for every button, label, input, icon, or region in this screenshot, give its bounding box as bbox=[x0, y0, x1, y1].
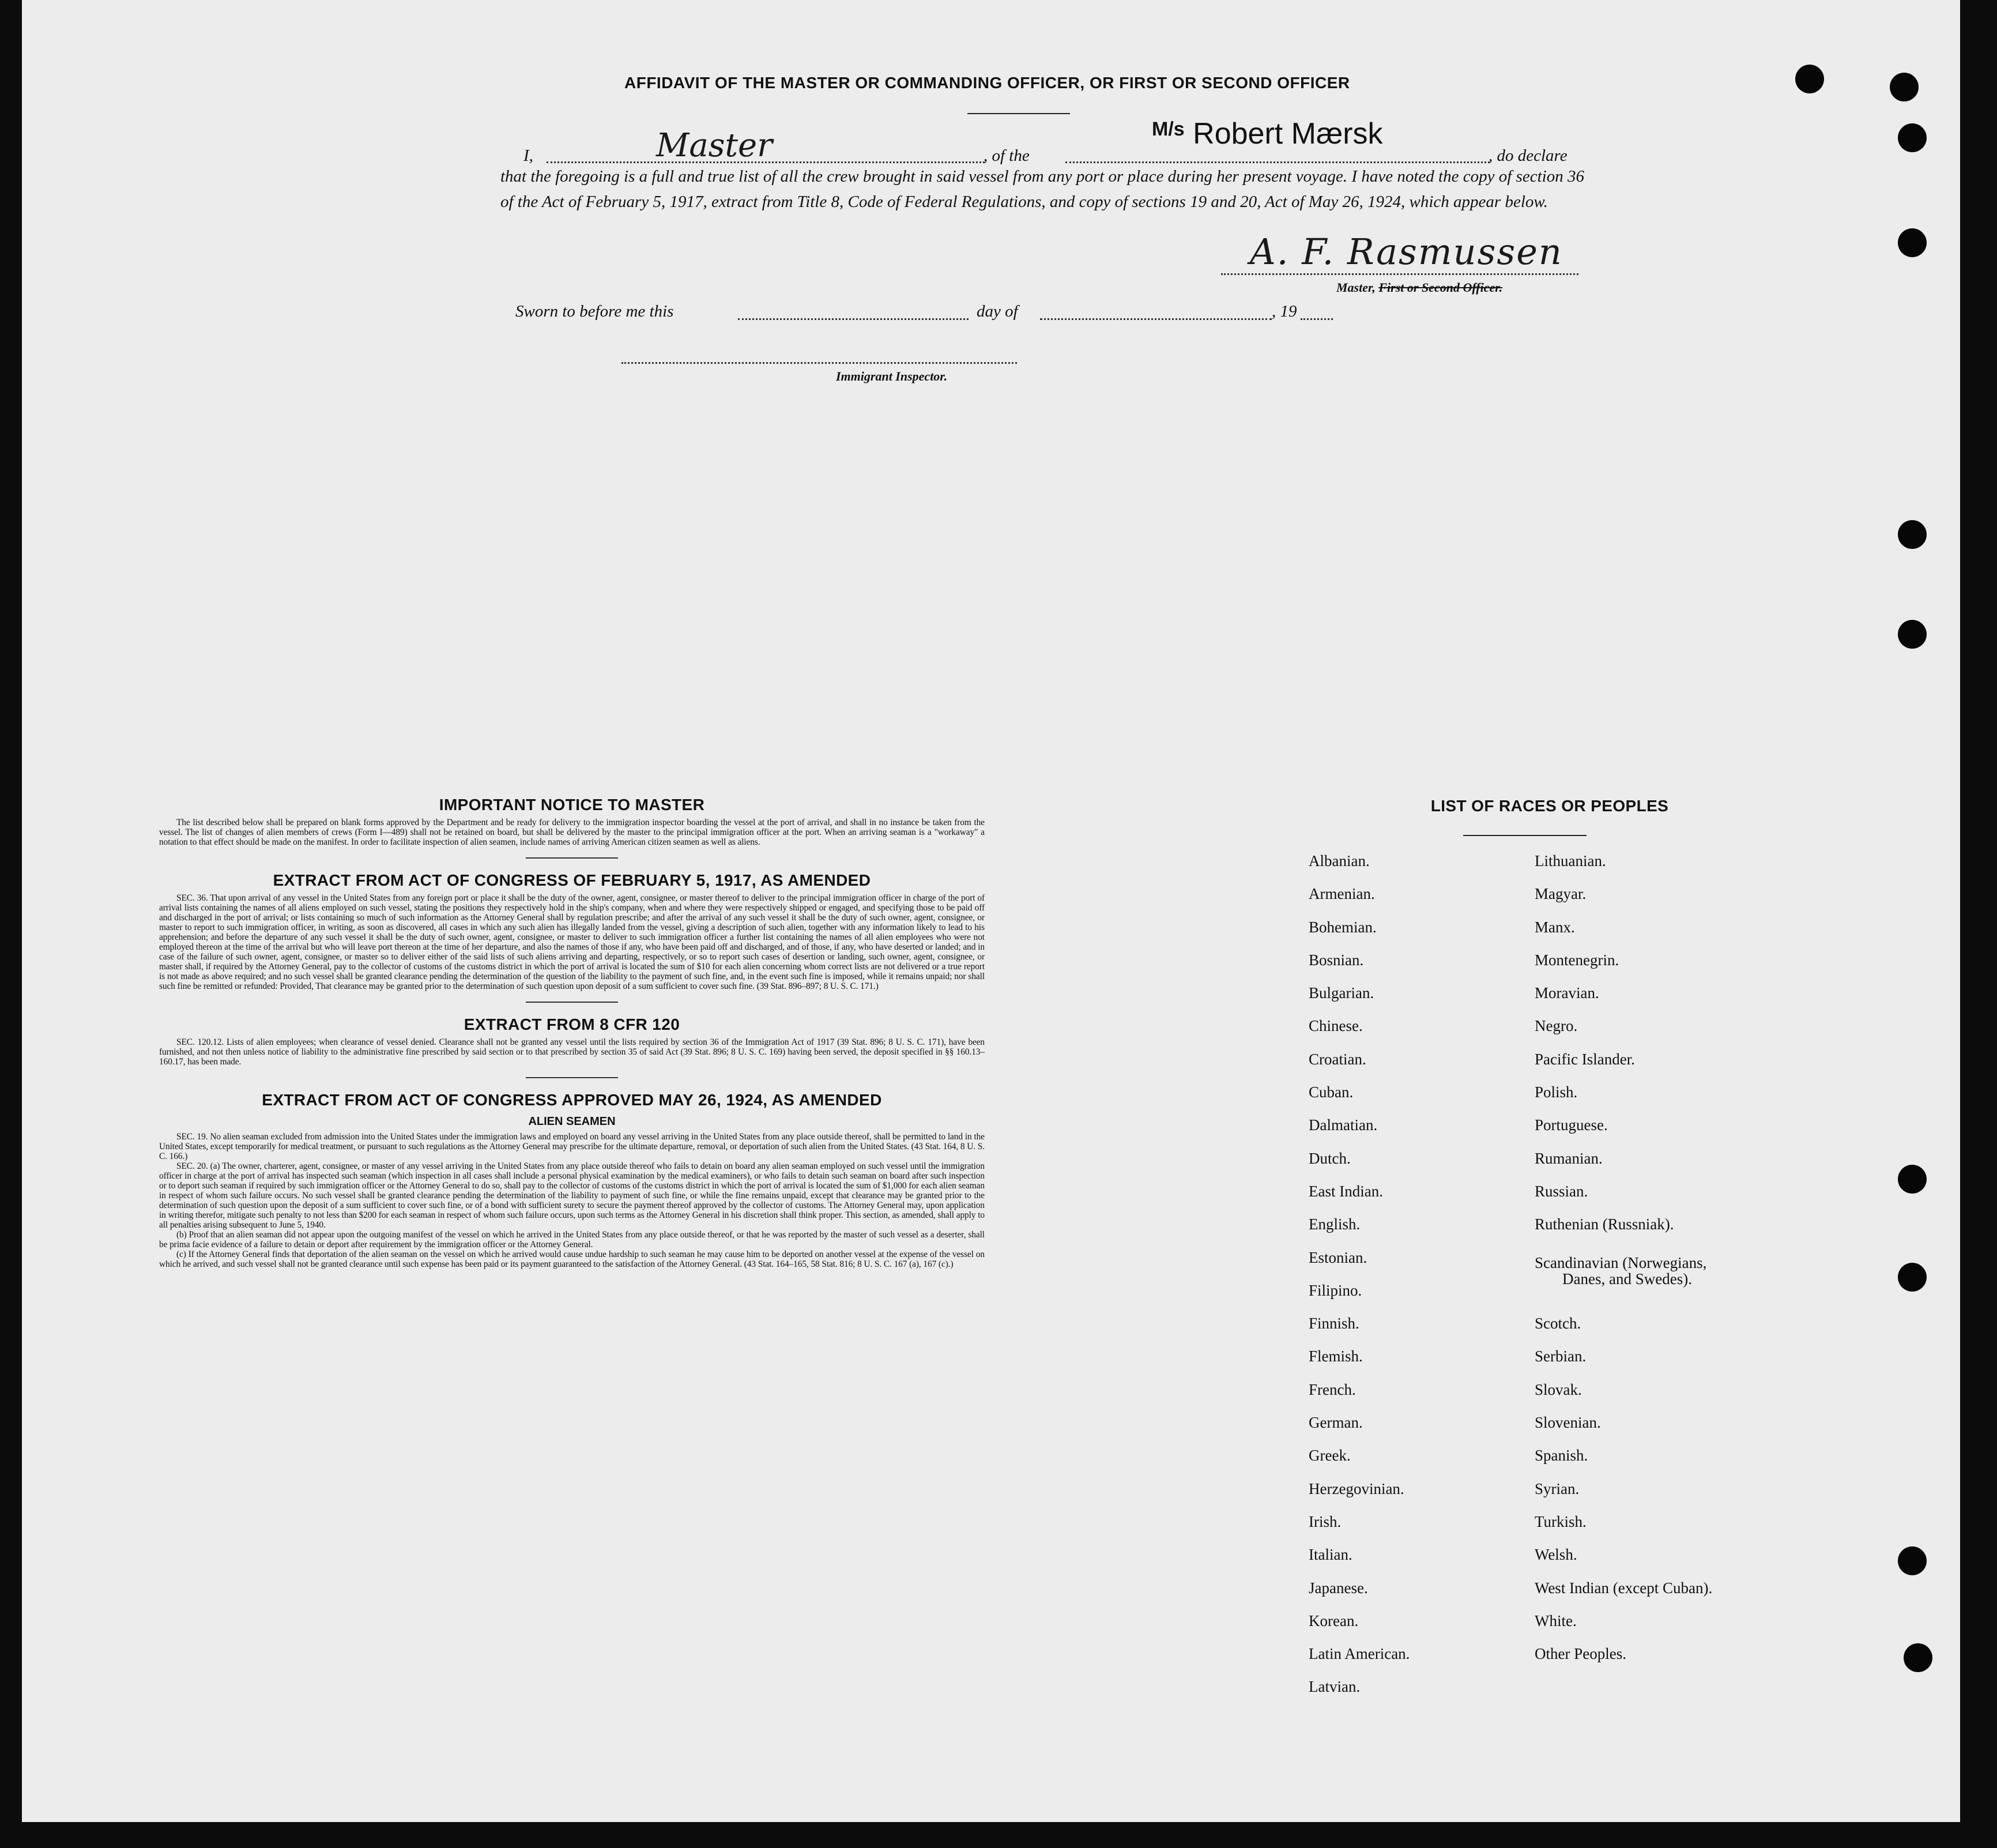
divider bbox=[967, 113, 1070, 114]
race-item: Korean. bbox=[1309, 1612, 1359, 1629]
punch-hole bbox=[1898, 1263, 1927, 1292]
divider bbox=[1463, 835, 1587, 836]
signature-caption bbox=[1336, 280, 1502, 295]
race-item: Rumanian. bbox=[1535, 1149, 1603, 1167]
vessel-name-typed bbox=[1152, 116, 1383, 151]
race-item: Magyar. bbox=[1535, 885, 1587, 903]
race-item-line: Scandinavian (Norwegians, bbox=[1535, 1254, 1707, 1271]
race-item: East Indian. bbox=[1309, 1182, 1383, 1200]
extract-1917-text: SEC. 36. That upon arrival of any vessel in the United States from any foreign port or place it shall be the duty of the owner, agent, consignee, or master thereof to deliver to the principal immigration officer in charge of the port of arrival lists containing the names of all aliens employed on such vessel, stating the positions they respectively hold in the ship's company, when and where they were respectively shipped or engaged, and specifying those to be paid off and discharged in the port of arrival; or lists containing so much of such information as the Attorney General shall by regulation prescribe; and after the arrival of any such vessel it shall be the duty of such owner, agent, consignee, or master to report to such immigration officer, in writing, as soon as discovered, all cases in which any such alien has illegally landed from the vessel, giving a description of such alien, together with any information likely to lead to his apprehension; and before the departure of any such vessel it shall be the duty of such owner, agent, consignee, or master to deliver to such immigration officer a further list containing the names of all alien employees who were not employed thereon at the time of the arrival but who will leave port thereon at the time of her departure, and also the names of those if any, who have been paid off and discharged, and of those, if any, who have deserted or landed; and in case of the failure of such owner, agent, consignee, or master so to deliver either of the said lists of such aliens arriving and departing, respectively, or so to report such cases of desertion or landing, such owner, agent, consignee, or master shall, if required by the Attorney General, pay to the collector of customs of the customs district in which the port of arrival is located the sum of $10 for each alien concerning whom correct lists are not delivered or a true report is not made as above required; and no such vessel shall be granted clearance pending the determination of the question of the liability to the payment of such fine, and, in the event such fine is imposed, while it remains unpaid; nor shall such fine be remitted or refunded: Provided, That clearance may be granted prior to the determination of such question upon deposit of a sum sufficient to cover such fine. (39 Stat. 896–897; 8 U. S. C. 171.) bbox=[159, 893, 985, 991]
divider bbox=[526, 1077, 618, 1078]
race-item: Japanese. bbox=[1309, 1579, 1368, 1597]
sec-19-text: SEC. 19. No alien seaman excluded from admission into the United States under the immigration laws and employed on board any vessel arriving in the United States from any place outside thereof, shall be permitted to land in the United States, except temporarily for medical treatment, or pursuant to such regulations as the Attorney General may prescribe for the ultimate departure, removal, or deportation of such alien from the United States. (43 Stat. 164, 8 U. S. C. 166.) bbox=[159, 1132, 985, 1161]
race-item: Irish. bbox=[1309, 1512, 1342, 1530]
year-line bbox=[1301, 318, 1333, 320]
day-of-label: day of bbox=[977, 302, 1018, 321]
sworn-month-line bbox=[1040, 318, 1272, 320]
punch-hole bbox=[1898, 620, 1927, 649]
race-item: Negro. bbox=[1535, 1017, 1578, 1035]
race-item: Manx. bbox=[1535, 918, 1575, 936]
alien-seamen-subheading: ALIEN SEAMEN bbox=[528, 1115, 616, 1128]
extract-1924-heading: EXTRACT FROM ACT OF CONGRESS APPROVED MAY 26, 1924, AS AMENDED bbox=[262, 1091, 882, 1109]
punch-hole bbox=[1890, 73, 1919, 101]
race-item: German. bbox=[1309, 1414, 1363, 1432]
caption-master: Master, bbox=[1336, 280, 1379, 295]
race-item: Bosnian. bbox=[1309, 951, 1364, 969]
race-item: Filipino. bbox=[1309, 1281, 1362, 1299]
year-label: , 19 bbox=[1272, 302, 1297, 321]
document-page bbox=[22, 0, 1960, 1822]
punch-hole bbox=[1898, 123, 1927, 152]
race-item: Spanish. bbox=[1535, 1447, 1588, 1465]
extract-1917-heading: EXTRACT FROM ACT OF CONGRESS OF FEBRUARY 5, 1917, AS AMENDED bbox=[273, 871, 871, 889]
punch-hole bbox=[1795, 65, 1824, 93]
race-item: Dutch. bbox=[1309, 1149, 1351, 1167]
race-item: Greek. bbox=[1309, 1447, 1351, 1465]
vessel-name: Robert Mærsk bbox=[1193, 117, 1383, 150]
of-the-label: , of the bbox=[984, 146, 1030, 165]
sec-20a-text: SEC. 20. (a) The owner, charterer, agent, consignee, or master of any vessel arriving in the United States from any place outside thereof who fails to detain on board any alien seaman employed on such vessel until the immigration officer in charge at the port of arrival has inspected such seaman (which inspection in all cases shall include a personal physical examination by the medical examiners), or who fails to detain such seaman on board after such inspection or to deport such seaman if required by such immigration officer or the Attorney General to do so, shall pay to the collector of customs of the customs district in which the port of arrival is located the sum of $1,000 for each alien seaman in respect of whom such failure occurs. No such vessel shall be granted clearance pending the determination of the liability to payment of such fine, or while the fine remains unpaid, except that clearance may be granted prior to the determination of such question upon the deposit of a sum sufficient to cover such fine, or of a bond with sufficient surety to secure the payment thereof approved by the collector of customs. The Attorney General may, upon application in writing therefor, mitigate such penalty to not less than $200 for each seaman in respect of whom such failure occurs, upon such terms as the Attorney General in his discretion shall think proper. This section, as amended, shall apply to all penalties arising subsequent to June 5, 1940. bbox=[159, 1161, 985, 1230]
inspector-caption: Immigrant Inspector. bbox=[836, 369, 948, 383]
race-item: Welsh. bbox=[1535, 1546, 1577, 1564]
race-item: Slovenian. bbox=[1535, 1414, 1601, 1432]
races-heading: LIST OF RACES OR PEOPLES bbox=[1430, 797, 1669, 815]
punch-hole bbox=[1904, 1643, 1932, 1672]
sec-20c-text: (c) If the Attorney General finds that deportation of the alien seaman on the vessel on which he arrived would cause undue hardship to such seaman he may cause him to be deported on another vessel at the expense of the vessel on which he arrived, and such vessel shall not be granted clearance until such expense has been paid or its payment guaranteed to the satisfaction of the Attorney General. (43 Stat. 164–165, 58 Stat. 816; 8 U. S. C. 167 (a), 167 (c).) bbox=[159, 1249, 985, 1269]
race-item: Croatian. bbox=[1309, 1050, 1366, 1068]
punch-hole bbox=[1898, 1546, 1927, 1575]
race-item: White. bbox=[1535, 1612, 1577, 1629]
master-signature: A. F. Rasmussen bbox=[1250, 231, 1563, 273]
race-item: Latin American. bbox=[1309, 1645, 1410, 1663]
vessel-prefix: M/s bbox=[1152, 118, 1185, 140]
vessel-line bbox=[1065, 161, 1490, 163]
race-item: French. bbox=[1309, 1380, 1356, 1398]
declaration-text: that the foregoing is a full and true list of all the crew brought in said vessel from any port or place during her present voyage. I have noted the copy of section 36 of the Act of February 5, 1917, extract from Title 8, Code of Federal Regulations, and copy of sections 19 and 20, Act of May 26, 1924, which appear below. bbox=[500, 167, 1584, 211]
extract-cfr-heading: EXTRACT FROM 8 CFR 120 bbox=[464, 1015, 680, 1033]
race-item: Other Peoples. bbox=[1535, 1645, 1626, 1663]
race-item: Latvian. bbox=[1309, 1678, 1361, 1696]
do-declare-label: , do declare bbox=[1489, 146, 1568, 165]
punch-hole bbox=[1898, 1165, 1927, 1194]
punch-hole bbox=[1898, 520, 1927, 549]
race-item: Montenegrin. bbox=[1535, 951, 1619, 969]
rank-handwritten: Master bbox=[656, 127, 773, 164]
race-item: Bohemian. bbox=[1309, 918, 1377, 936]
signature-line bbox=[1221, 273, 1578, 275]
race-item: Polish. bbox=[1535, 1083, 1578, 1101]
race-item: Scotch. bbox=[1535, 1315, 1581, 1333]
sworn-label: Sworn to before me this bbox=[515, 302, 674, 321]
punch-hole bbox=[1898, 228, 1927, 257]
race-item: Syrian. bbox=[1535, 1480, 1580, 1497]
race-item: Bulgarian. bbox=[1309, 984, 1374, 1002]
race-item: Albanian. bbox=[1309, 852, 1370, 870]
race-item: Lithuanian. bbox=[1535, 852, 1606, 870]
notices-column bbox=[159, 796, 985, 1269]
divider bbox=[526, 1002, 618, 1003]
race-item: Herzegovinian. bbox=[1309, 1480, 1404, 1497]
races-list-left bbox=[1309, 852, 1410, 1711]
race-item: Turkish. bbox=[1535, 1512, 1587, 1530]
extract-cfr-text: SEC. 120.12. Lists of alien employees; when clearance of vessel denied. Clearance shall not be granted any vessel until the lists required by section 36 of the Immigration Act of 1917 (39 Stat. 896; 8 U. S. C. 171), have been furnished, and not then unless notice of liability to the administrative fine prescribed by said section or to that prescribed by section 35 of said Act (39 Stat. 896; 8 U. S. C. 169) having been served, the deposit specified in §§ 160.13–160.17, has been made. bbox=[159, 1037, 985, 1067]
race-item-line: Danes, and Swedes). bbox=[1562, 1270, 1692, 1288]
race-item: Estonian. bbox=[1309, 1248, 1367, 1266]
sworn-day-line bbox=[738, 318, 969, 320]
notice-text: The list described below shall be prepared on blank forms approved by the Department and be ready for delivery to the immigration inspector boarding the vessel at the port of arrival, and shall in no instance be taken from the vessel. The list of changes of alien members of crews (Form I—489) shall not be retained on board, but shall be delivered by the master to the principal immigration officer at the port. When an arriving seaman is a "workaway" a notation to that effect should be made on the manifest. In order to facilitate inspection of alien seamen, include names of arriving American citizen seamen as well as aliens. bbox=[159, 818, 985, 847]
race-item: Portuguese. bbox=[1535, 1116, 1608, 1134]
race-item: Moravian. bbox=[1535, 984, 1599, 1002]
race-item: Armenian. bbox=[1309, 885, 1375, 903]
race-item: Slovak. bbox=[1535, 1380, 1582, 1398]
race-item: Ruthenian (Russniak). bbox=[1535, 1215, 1674, 1233]
caption-struck-officer: First or Second Officer. bbox=[1378, 280, 1503, 295]
race-item: Italian. bbox=[1309, 1546, 1352, 1564]
race-item: Chinese. bbox=[1309, 1017, 1363, 1035]
race-item-scandinavian bbox=[1535, 1249, 1712, 1315]
inspector-line bbox=[621, 362, 1017, 364]
race-item: Dalmatian. bbox=[1309, 1116, 1378, 1134]
affidavit-title: AFFIDAVIT OF THE MASTER OR COMMANDING OFFICER, OR FIRST OR SECOND OFFICER bbox=[624, 74, 1350, 92]
race-item: Serbian. bbox=[1535, 1348, 1587, 1365]
race-item: Pacific Islander. bbox=[1535, 1050, 1635, 1068]
race-item: Cuban. bbox=[1309, 1083, 1354, 1101]
i-label: I, bbox=[523, 146, 533, 165]
race-item: West Indian (except Cuban). bbox=[1535, 1579, 1713, 1597]
divider bbox=[526, 857, 618, 859]
notice-heading: IMPORTANT NOTICE TO MASTER bbox=[439, 796, 705, 814]
race-item: Finnish. bbox=[1309, 1315, 1359, 1333]
races-list-right bbox=[1535, 852, 1712, 1678]
sec-20b-text: (b) Proof that an alien seaman did not appear upon the outgoing manifest of the vessel on which he arrived in the United States from any place outside thereof, or that he was reported by the master of such vessel as a deserter, shall be prima facie evidence of a failure to detain or deport after requirement by the immigration officer or the Attorney General. bbox=[159, 1230, 985, 1249]
race-item: English. bbox=[1309, 1215, 1361, 1233]
race-item: Russian. bbox=[1535, 1182, 1588, 1200]
race-item: Flemish. bbox=[1309, 1348, 1363, 1365]
